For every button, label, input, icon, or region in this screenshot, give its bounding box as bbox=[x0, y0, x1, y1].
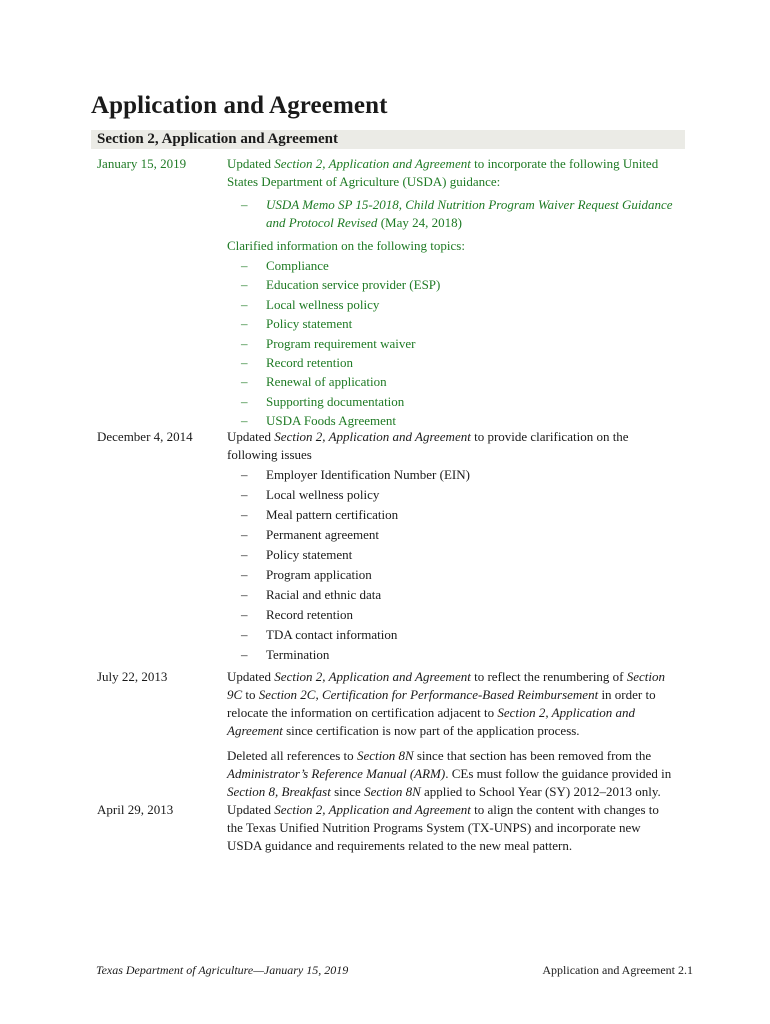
list-item: – Education service provider (ESP) bbox=[227, 275, 677, 294]
list-item: – Policy statement bbox=[227, 545, 677, 565]
list-item: – Racial and ethnic data bbox=[227, 585, 677, 605]
text-run: Updated bbox=[227, 156, 275, 171]
list-item: – Renewal of application bbox=[227, 372, 677, 391]
section-reference: Section 9C bbox=[227, 669, 666, 702]
revision-date: July 22, 2013 bbox=[97, 669, 168, 684]
list-item: – Employer Identification Number (EIN) bbox=[227, 465, 677, 485]
text-run: to provide clarification on the following issues bbox=[227, 429, 629, 462]
list-item: – USDA Foods Agreement bbox=[227, 411, 677, 430]
memo-reference: USDA Memo SP 15-2018, Child Nutrition Program Waiver Request Guidance and Protocol Revised bbox=[266, 197, 673, 230]
text-run: since that section has been removed from the bbox=[413, 748, 652, 763]
text-run: Updated bbox=[227, 429, 275, 444]
text-run: . CEs must follow the guidance provided in bbox=[445, 766, 672, 781]
footer-page-number: Application and Agreement 2.1 bbox=[542, 963, 693, 977]
list-item: – Program requirement waiver bbox=[227, 334, 677, 353]
text-run: since certification is now part of the application process. bbox=[282, 723, 580, 738]
revision-date: December 4, 2014 bbox=[97, 429, 193, 444]
list-item: – Record retention bbox=[227, 353, 677, 372]
footer-left: Texas Department of Agriculture—January 15, 2019 bbox=[96, 963, 349, 977]
text-run: applied to School Year (SY) 2012–2013 only. bbox=[420, 784, 661, 799]
text-run: in order to relocate the information on certification adjacent to bbox=[227, 687, 656, 720]
text-run: Updated bbox=[227, 802, 275, 817]
list-item: – Permanent agreement bbox=[227, 525, 677, 545]
revision-paragraph bbox=[227, 155, 677, 191]
text-run: to bbox=[242, 687, 259, 702]
section-reference: Section 2, Application and Agreement bbox=[274, 156, 471, 171]
section-reference: Section 8, Breakfast bbox=[227, 784, 331, 799]
revision-description bbox=[227, 428, 677, 670]
section-reference: Section 2, Application and Agreement bbox=[227, 705, 636, 738]
list-item: – Program application bbox=[227, 565, 677, 585]
revision-paragraph bbox=[227, 801, 677, 855]
revision-description bbox=[227, 155, 677, 436]
revision-description bbox=[227, 668, 677, 808]
text-run: Updated bbox=[227, 669, 275, 684]
section-reference: Section 8N bbox=[364, 784, 421, 799]
text-run: to reflect the renumbering of bbox=[470, 669, 627, 684]
revision-paragraph bbox=[227, 428, 677, 464]
text-run: since bbox=[330, 784, 365, 799]
list-item: – Termination bbox=[227, 645, 677, 665]
issue-list bbox=[227, 465, 677, 665]
text-run: to incorporate the following United States Department of Agriculture (USDA) guidance: bbox=[227, 156, 659, 189]
revision-date: January 15, 2019 bbox=[97, 156, 187, 171]
revision-date: April 29, 2013 bbox=[97, 802, 174, 817]
manual-reference: Administrator’s Reference Manual (ARM) bbox=[227, 766, 446, 781]
list-item: – Record retention bbox=[227, 605, 677, 625]
list-item: – TDA contact information bbox=[227, 625, 677, 645]
revision-paragraph bbox=[227, 747, 677, 801]
page-title: Application and Agreement bbox=[91, 92, 388, 119]
list-item: – Compliance bbox=[227, 256, 677, 275]
section-reference: Section 2C, Certification for Performance-Based Reimbursement bbox=[258, 687, 599, 702]
list-item: – Supporting documentation bbox=[227, 392, 677, 411]
revision-description bbox=[227, 801, 677, 860]
text-run: to align the content with changes to the Texas Unified Nutrition Programs System (TX-UNPS) and incorporate new USDA guidance and requirements related to the new meal pattern. bbox=[227, 802, 659, 853]
guidance-list bbox=[227, 196, 677, 232]
revision-paragraph bbox=[227, 668, 677, 740]
section-reference: Section 2, Application and Agreement bbox=[274, 669, 471, 684]
section-reference: Section 2, Application and Agreement bbox=[274, 802, 471, 817]
list-item bbox=[227, 196, 677, 232]
section-reference: Section 8N bbox=[356, 748, 414, 763]
revision-paragraph: Clarified information on the following topics: bbox=[227, 238, 465, 253]
section-heading: Section 2, Application and Agreement bbox=[91, 130, 685, 149]
list-item: – Meal pattern certification bbox=[227, 505, 677, 525]
text-run: Deleted all references to bbox=[227, 748, 357, 763]
list-item: – Local wellness policy bbox=[227, 295, 677, 314]
list-item: – Policy statement bbox=[227, 314, 677, 333]
list-item: – Local wellness policy bbox=[227, 485, 677, 505]
section-reference: Section 2, Application and Agreement bbox=[274, 429, 471, 444]
text-run: (May 24, 2018) bbox=[377, 215, 462, 230]
topic-list bbox=[227, 256, 677, 431]
